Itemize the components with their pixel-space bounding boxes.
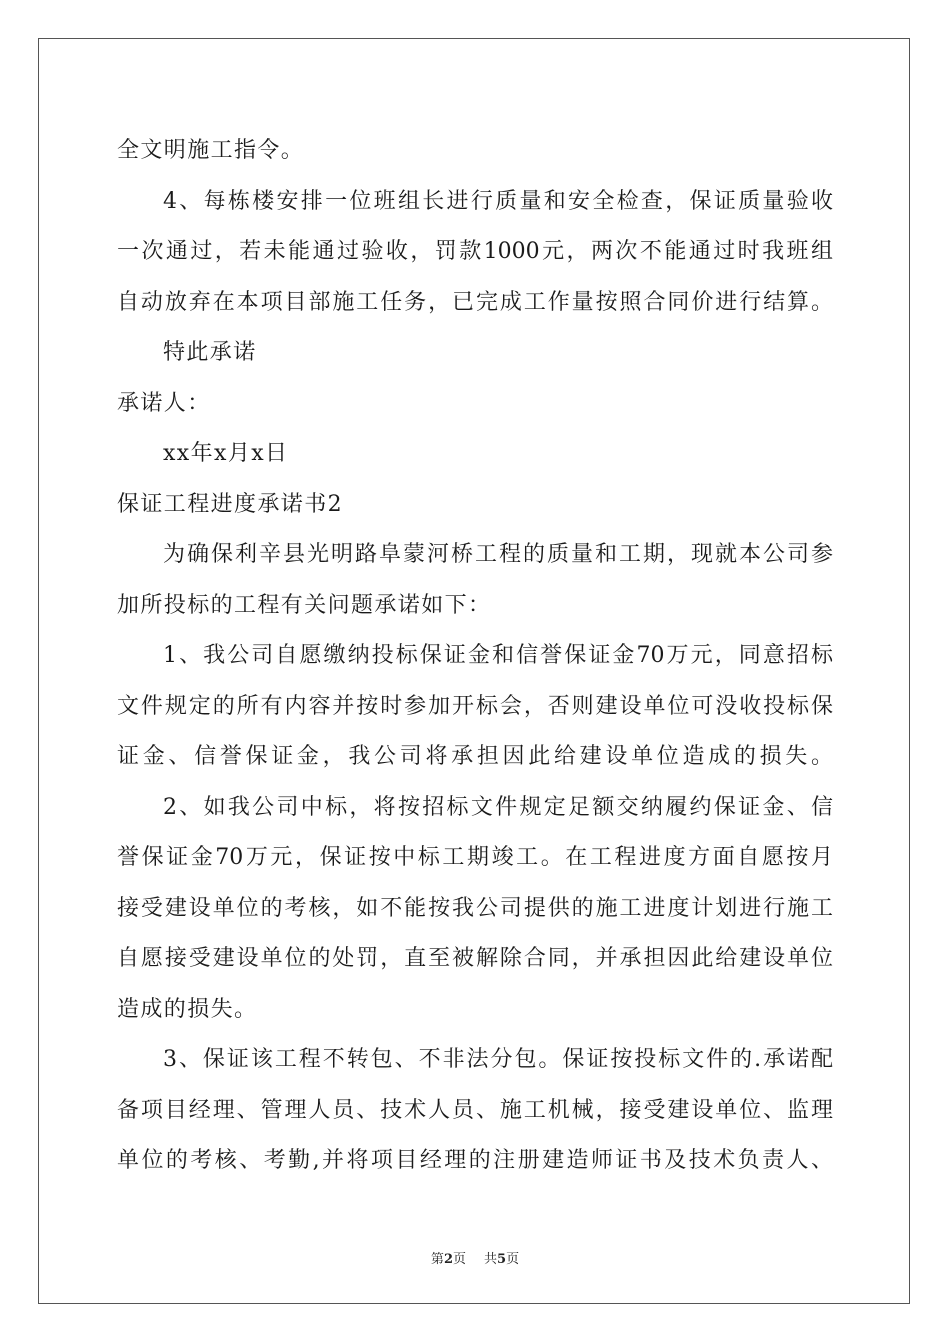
text-line: 承诺人： bbox=[117, 390, 211, 416]
text-line: 证金、信誉保证金，我公司将承担因此给建设单位造成的损失。 bbox=[117, 744, 833, 769]
text-line: 自动放弃在本项目部施工任务，已完成工作量按照合同价进行结算。 bbox=[117, 289, 833, 315]
text-line: 备项目经理、管理人员、技术人员、施工机械，接受建设单位、监理 bbox=[117, 1097, 833, 1123]
text-line: 接受建设单位的考核，如不能按我公司提供的施工进度计划进行施工 bbox=[117, 895, 833, 921]
document-body bbox=[117, 126, 833, 1187]
total-suffix: 页 bbox=[506, 1252, 520, 1267]
text-line: 4、每栋楼安排一位班组长进行质量和安全检查，保证质量验收 bbox=[163, 188, 833, 214]
date-line: xx年x月x日 bbox=[163, 441, 289, 466]
text-line: 3、保证该工程不转包、不非法分包。保证按投标文件的.承诺配 bbox=[163, 1047, 833, 1072]
text-line: 文件规定的所有内容并按时参加开标会，否则建设单位可没收投标保 bbox=[117, 693, 833, 719]
page-number: 2 bbox=[443, 1252, 453, 1267]
section-title: 保证工程进度承诺书2 bbox=[117, 491, 343, 517]
page-prefix: 第 bbox=[430, 1252, 444, 1267]
total-pages: 5 bbox=[497, 1252, 507, 1267]
text-line: 特此承诺 bbox=[163, 340, 257, 365]
text-line: 加所投标的工程有关问题承诺如下： bbox=[117, 592, 492, 618]
page-suffix: 页 bbox=[452, 1252, 466, 1267]
text-line: 自愿接受建设单位的处罚，直至被解除合同，并承担因此给建设单位 bbox=[117, 946, 833, 971]
text-line: 一次通过，若未能通过验收，罚款1000元，两次不能通过时我班组 bbox=[117, 239, 833, 264]
text-line: 誉保证金70万元，保证按中标工期竣工。在工程进度方面自愿按月 bbox=[117, 845, 833, 870]
total-prefix: 共 bbox=[484, 1252, 498, 1267]
text-line: 为确保利辛县光明路阜蒙河桥工程的质量和工期，现就本公司参 bbox=[163, 542, 833, 567]
text-line: 全文明施工指令。 bbox=[117, 138, 305, 163]
text-line: 1、我公司自愿缴纳投标保证金和信誉保证金70万元，同意招标 bbox=[163, 643, 833, 668]
text-line: 单位的考核、考勤,并将项目经理的注册建造师证书及技术负责人、 bbox=[117, 1148, 833, 1173]
text-line: 2、如我公司中标，将按招标文件规定足额交纳履约保证金、信 bbox=[163, 794, 833, 820]
page-footer bbox=[0, 1248, 950, 1267]
text-line: 造成的损失。 bbox=[117, 996, 258, 1022]
